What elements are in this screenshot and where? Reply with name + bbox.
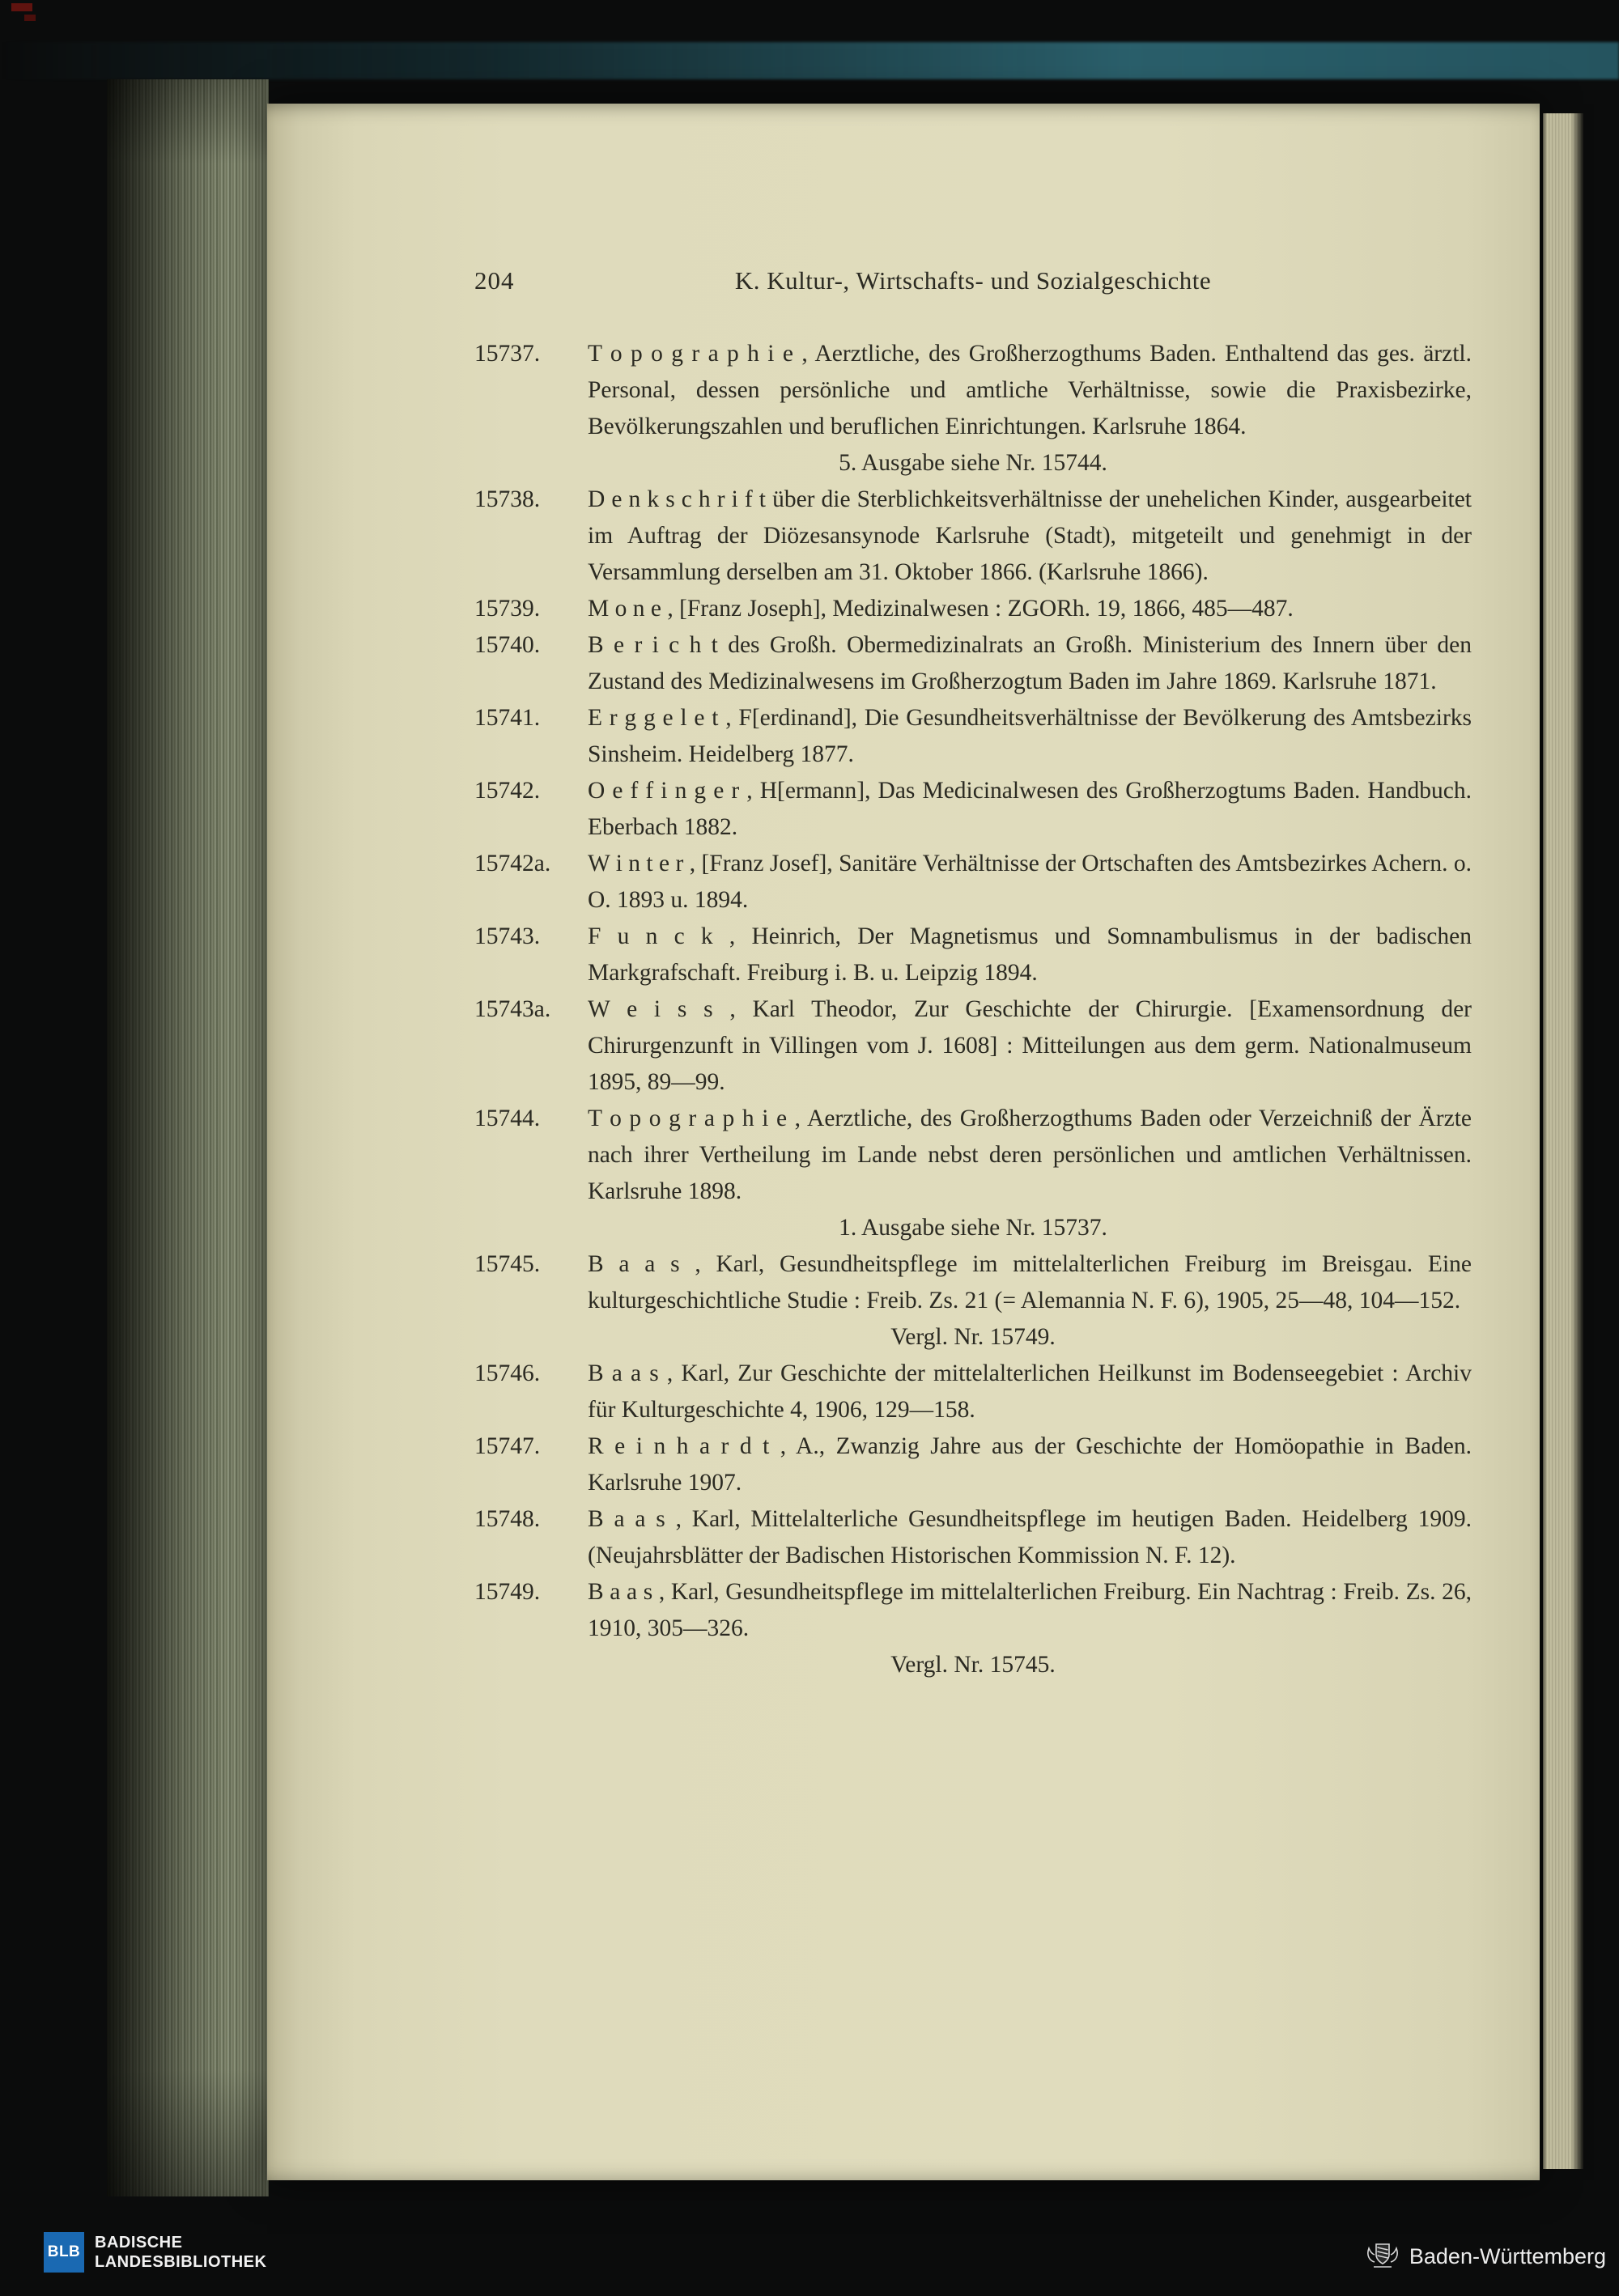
bibliography-entry [474, 1246, 1472, 1356]
entry-note: Vergl. Nr. 15749. [890, 1324, 1056, 1350]
book-page [267, 104, 1540, 2180]
baden-wuerttemberg-coat-of-arms-icon [1364, 2240, 1401, 2273]
entry-number: 15743a. [474, 996, 551, 1022]
entry-number: 15747. [474, 1433, 541, 1459]
entry-text: B a a s , Karl, Gesundheitspflege im mittelalterlichen Freiburg. Ein Nachtrag : Freib. Zs. 26, 1910, 305—326. [588, 1579, 1472, 1641]
entry-number: 15738. [474, 486, 541, 512]
entry-text: W e i s s , Karl Theodor, Zur Geschichte der Chirurgie. [Examensordnung der Chirurgenzunft in Villingen vom J. 1608] : Mitteilungen aus dem germ. Nationalmuseum 1895, 89—99. [588, 996, 1472, 1095]
left-page-edges [107, 79, 269, 2196]
entry-number: 15746. [474, 1360, 541, 1386]
entry-number: 15737. [474, 341, 541, 367]
state-label: Baden-Württemberg [1409, 2243, 1606, 2268]
library-name [95, 2233, 266, 2272]
entry-number: 15739. [474, 596, 541, 622]
bibliography-entry [474, 1356, 1472, 1428]
entry-text: D e n k s c h r i f t über die Sterblichkeitsverhältnisse der unehelichen Kinder, ausgearbeitet im Auftrag der Diözesansynode Karlsruhe (Stadt), mitgeteilt und genehmigt in der Versammlung derselben am 31. Oktober 1866. (Karlsruhe 1866). [588, 486, 1472, 585]
entry-number: 15742. [474, 778, 541, 804]
entry-note: Vergl. Nr. 15745. [890, 1652, 1056, 1678]
blb-logo: BLB [44, 2232, 84, 2273]
entry-text: W i n t e r , [Franz Josef], Sanitäre Verhältnisse der Ortschaften des Amtsbezirkes Achern. o. O. 1893 u. 1894. [588, 851, 1472, 913]
entry-number: 15743. [474, 923, 541, 949]
bibliography-entry [474, 1501, 1472, 1574]
entry-number: 15742a. [474, 851, 551, 876]
entry-number: 15741. [474, 705, 541, 731]
bibliography-entry [474, 482, 1472, 591]
bibliography-entry [474, 700, 1472, 773]
running-header: K. Kultur-, Wirtschafts- und Sozialgeschichte [734, 266, 1212, 295]
entry-text: B e r i c h t des Großh. Obermedizinalrats an Großh. Ministerium des Innern über den Zustand des Medizinalwesens im Großherzogtum Baden im Jahre 1869. Karlsruhe 1871. [588, 632, 1472, 694]
entry-number: 15748. [474, 1506, 541, 1532]
entry-number: 15744. [474, 1106, 541, 1131]
library-branding [44, 2232, 266, 2273]
entry-number: 15749. [474, 1579, 541, 1605]
entry-text: B a a s , Karl, Zur Geschichte der mittelalterlichen Heilkunst im Bodenseegebiet : Archiv für Kulturgeschichte 4, 1906, 129—158. [588, 1360, 1472, 1423]
bibliography-entry [474, 773, 1472, 846]
scan-artifact-red-mark [24, 15, 36, 21]
bibliography-list [474, 336, 1472, 1683]
entry-text: T o p o g r a p h i e , Aerztliche, des Großherzogthums Baden oder Verzeichniß der Ärzte nach ihrer Vertheilung im Lande nebst deren persönlichen und amtlichen Verhältnissen. Karlsruhe 1898. [588, 1106, 1472, 1204]
page-number: 204 [474, 266, 515, 295]
entry-text: M o n e , [Franz Joseph], Medizinalwesen : ZGORh. 19, 1866, 485—487. [588, 596, 1294, 622]
bibliography-entry [474, 991, 1472, 1101]
bibliography-entry [474, 846, 1472, 919]
entry-text: O e f f i n g e r , H[ermann], Das Medicinalwesen des Großherzogtums Baden. Handbuch. Eberbach 1882. [588, 778, 1472, 840]
library-name-line2: LANDESBIBLIOTHEK [95, 2253, 267, 2271]
entry-text: R e i n h a r d t , A., Zwanzig Jahre aus der Geschichte der Homöopathie in Baden. Karlsruhe 1907. [588, 1433, 1472, 1496]
entry-number: 15745. [474, 1251, 541, 1277]
scan-artifact-red-mark [11, 3, 32, 11]
library-name-line1: BADISCHE [95, 2234, 183, 2251]
bibliography-entry [474, 591, 1472, 627]
bibliography-entry [474, 1574, 1472, 1683]
entry-text: F u n c k , Heinrich, Der Magnetismus und Somnambulismus in der badischen Markgrafschaft. Freiburg i. B. u. Leipzig 1894. [588, 923, 1472, 986]
right-page-edge [1543, 113, 1583, 2169]
entry-note: 1. Ausgabe siehe Nr. 15737. [839, 1215, 1107, 1241]
bibliography-entry [474, 1428, 1472, 1501]
entry-text: B a a s , Karl, Mittelalterliche Gesundheitspflege im heutigen Baden. Heidelberg 1909. (Neujahrsblätter der Badischen Historischen Kommission N. F. 12). [588, 1506, 1472, 1568]
bibliography-entry [474, 1101, 1472, 1246]
entry-text: B a a s , Karl, Gesundheitspflege im mittelalterlichen Freiburg im Breisgau. Eine kulturgeschichtliche Studie : Freib. Zs. 21 (= Alemannia N. F. 6), 1905, 25—48, 104—152. [588, 1251, 1472, 1314]
bibliography-entry [474, 336, 1472, 482]
book-cover-top-edge [0, 42, 1619, 79]
bibliography-entry [474, 627, 1472, 700]
entry-text: T o p o g r a p h i e , Aerztliche, des Großherzogthums Baden. Enthaltend das ges. ärztl. Personal, dessen persönliche und amtliche Verhältnisse, sowie die Praxisbezirke, Bevölkerungszahlen und beruflichen Einrichtungen. Karlsruhe 1864. [588, 341, 1472, 439]
bibliography-entry [474, 919, 1472, 991]
entry-note: 5. Ausgabe siehe Nr. 15744. [839, 450, 1107, 476]
page-header [474, 262, 1472, 299]
state-branding [1364, 2240, 1606, 2273]
entry-text: E r g g e l e t , F[erdinand], Die Gesundheitsverhältnisse der Bevölkerung des Amtsbezirks Sinsheim. Heidelberg 1877. [588, 705, 1472, 767]
entry-number: 15740. [474, 632, 541, 658]
